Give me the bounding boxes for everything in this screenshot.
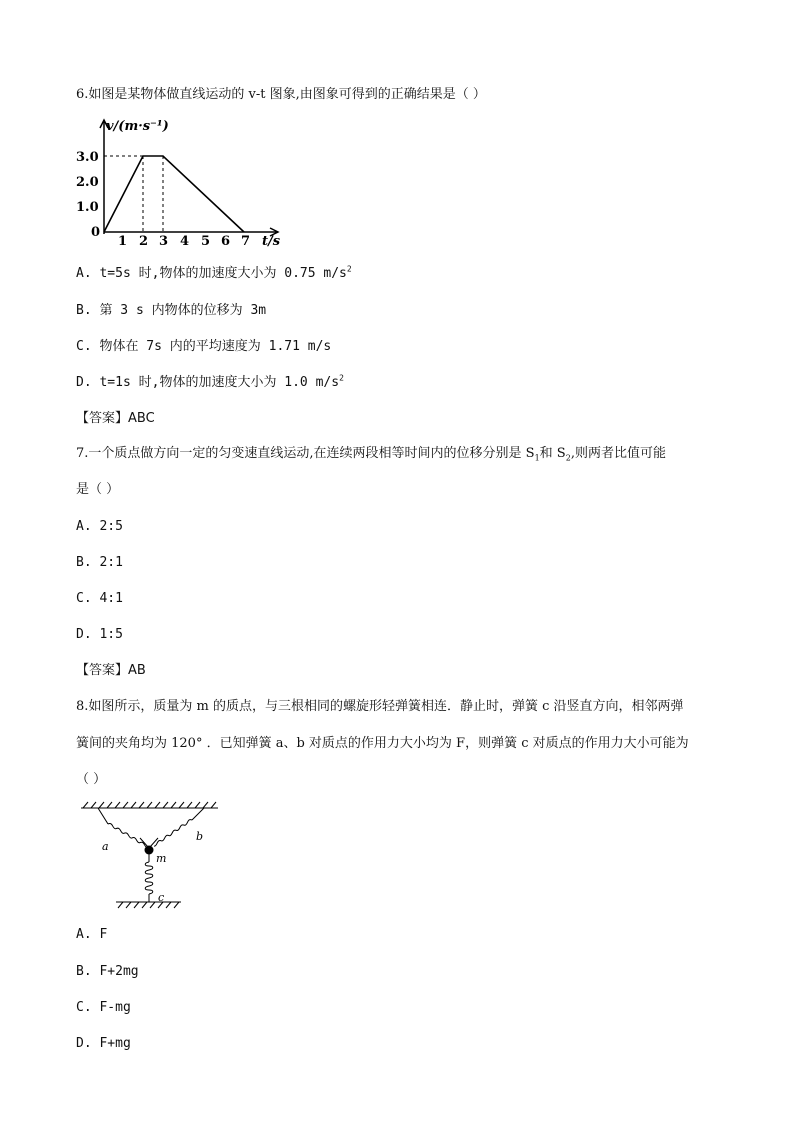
mass-point <box>145 846 154 855</box>
q6-stem: 6.如图是某物体做直线运动的 v-t 图象,由图象可得到的正确结果是（ ） <box>76 87 486 102</box>
spring-c <box>145 852 153 902</box>
x-tick-6: 6 <box>221 234 231 249</box>
y-tick-2: 2.0 <box>76 175 99 190</box>
q8-option-c: C. F-mg <box>76 1000 131 1015</box>
q8-stem-line3: （ ） <box>76 772 107 787</box>
x-tick-1: 1 <box>118 234 128 249</box>
label-m: m <box>156 852 167 865</box>
q6-option-a: A. t=5s 时,物体的加速度大小为 0.75 $m/s^2$ <box>76 264 352 281</box>
spring-figure <box>76 800 226 910</box>
q7-option-c: C. 4:1 <box>76 591 123 606</box>
label-a: a <box>102 840 109 853</box>
q7-option-a: A. 2:5 <box>76 519 123 534</box>
q7-stem-line2: 是（ ） <box>76 482 120 497</box>
q8-option-b: B. F+2mg <box>76 964 139 979</box>
y-tick-3: 3.0 <box>76 150 99 165</box>
y-axis-label: v/(m·s⁻¹) <box>106 119 169 134</box>
q7-option-d: D. 1:5 <box>76 627 123 642</box>
q7-option-b: B. 2:1 <box>76 555 123 570</box>
q7-answer: 【答案】AB <box>76 663 146 678</box>
x-tick-3: 3 <box>159 234 169 249</box>
label-c: c <box>158 891 165 904</box>
q8-stem-line2: 簧间的夹角均为 120° ．已知弹簧 a、b 对质点的作用力大小均为 F，则弹簧 c 对质点的作用力大小可能为 <box>76 736 689 751</box>
q8-stem-line1: 8.如图所示，质量为 m 的质点，与三根相同的螺旋形轻弹簧相连．静止时，弹簧 c 沿竖直方向，相邻两弹 <box>76 699 684 714</box>
q6-option-c: C. 物体在 7s 内的平均速度为 1.71 m/s <box>76 339 332 354</box>
floor <box>116 902 181 908</box>
q7-stem-line1: 7.一个质点做方向一定的匀变速直线运动,在连续两段相等时间内的位移分别是 $S_1$和 $S_2$,则两者比值可能 <box>76 446 666 463</box>
vt-line <box>104 156 244 232</box>
ceiling <box>81 802 218 808</box>
q8-option-d: D. F+mg <box>76 1036 131 1051</box>
vt-graph <box>76 114 288 250</box>
q8-option-a: A. F <box>76 927 108 942</box>
label-b: b <box>196 830 204 843</box>
x-tick-4: 4 <box>180 234 190 249</box>
q6-option-b: B. 第 3 s 内物体的位移为 3m <box>76 303 267 318</box>
x-tick-5: 5 <box>201 234 211 249</box>
q6-answer: 【答案】ABC <box>76 411 155 426</box>
x-tick-2: 2 <box>139 234 149 249</box>
x-axis-label: t/s <box>262 234 281 249</box>
q6-option-d: D. t=1s 时,物体的加速度大小为 1.0 $m/s^2$ <box>76 373 344 390</box>
origin-label: 0 <box>91 225 101 240</box>
x-tick-7: 7 <box>241 234 251 249</box>
y-tick-1: 1.0 <box>76 200 99 215</box>
